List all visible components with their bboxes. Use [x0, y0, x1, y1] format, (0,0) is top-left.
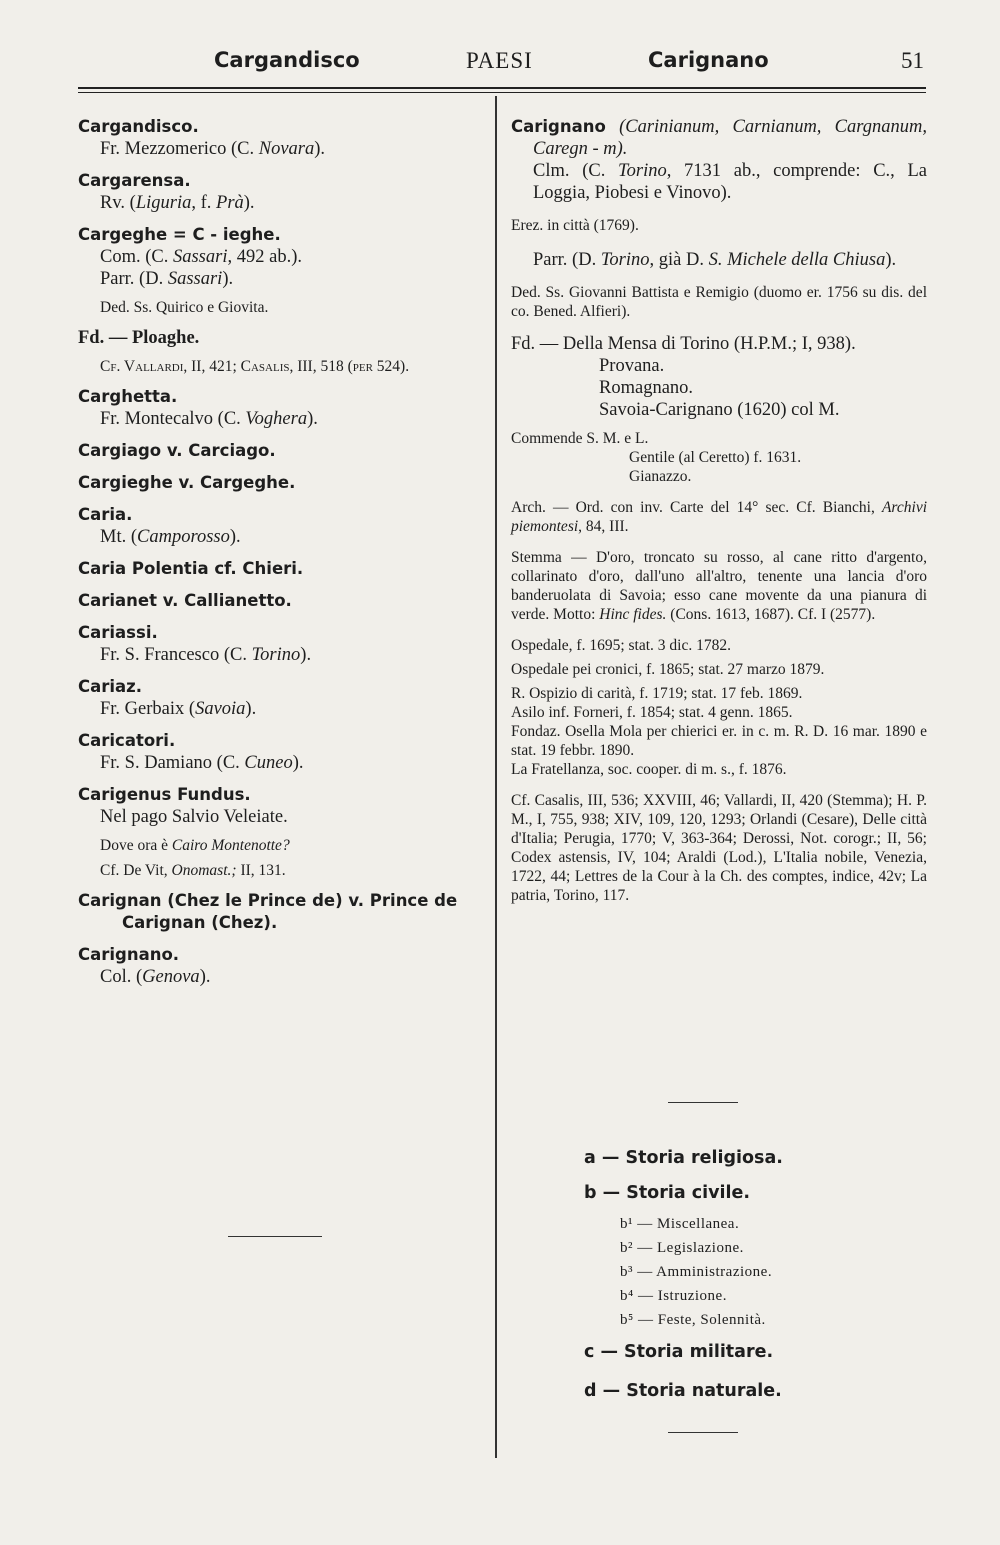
entry-caria — [78, 504, 486, 548]
entry-carignano-genova — [78, 944, 486, 988]
running-head-center: PAESI — [466, 48, 533, 73]
entry-title: Caria. — [78, 505, 133, 524]
institution-line: Fondaz. Osella Mola per chierici er. in c. m. R. D. 16 mar. 1890 e stat. 19 febbr. 1890. — [511, 723, 927, 759]
header-rule-thin — [78, 92, 926, 93]
separator-rule — [668, 1432, 738, 1433]
main-entry-commende-line: Gianazzo. — [629, 468, 692, 485]
subsection-b5: b⁵ — Feste, Solennità. — [620, 1312, 766, 1328]
subsection-b1: b¹ — Miscellanea. — [620, 1216, 740, 1232]
main-entry-commende: Commende S. M. e L. — [511, 430, 649, 447]
entry-title: Caria Polentia cf. Chieri. — [78, 559, 304, 578]
main-entry-title: Carignano (Carinianum, Carnianum, Cargnanum, Caregn - m). — [511, 117, 928, 159]
entry-cariassi — [78, 622, 486, 666]
entry-carignan — [78, 890, 486, 934]
column-divider — [495, 96, 497, 1458]
institution-line: La Fratellanza, soc. cooper. di m. s., f. 1876. — [511, 761, 787, 778]
entry-title: Cariaz. — [78, 677, 143, 696]
entry-line: Parr. (D. Sassari). — [100, 269, 234, 289]
section-b: b — Storia civile. — [584, 1183, 751, 1203]
entry-carghetta — [78, 386, 486, 430]
institution-line: R. Ospizio di carità, f. 1719; stat. 17 feb. 1869. — [511, 685, 803, 702]
entry-reference: Cf. Vallardi, II, 421; Casalis, III, 518 (per 524). — [100, 358, 410, 375]
section-d: d — Storia naturale. — [584, 1381, 782, 1401]
entry-title: Cargeghe = C - ieghe. — [78, 225, 281, 244]
left-column — [78, 116, 486, 998]
entry-title: Carghetta. — [78, 387, 178, 406]
entry-dedication: Ded. Ss. Quirico e Giovita. — [100, 299, 269, 316]
main-entry-parr: Parr. (D. Torino, già D. S. Michele della Chiusa). — [533, 250, 897, 270]
entry-line: Mt. (Camporosso). — [100, 527, 241, 547]
subsection-b3: b³ — Amministrazione. — [620, 1264, 773, 1280]
section-c: c — Storia militare. — [584, 1342, 774, 1362]
main-entry-bibliography: Cf. Casalis, III, 536; XXVIII, 46; Vallardi, II, 420 (Stemma); H. P. M., I, 755, 938; XIV, 109, 120, 1293; Orlandi (Cesare), Delle città d'Italia; Perugia, 1770; V, 363-364; Derossi, Not. corogr.; II, 56; Codex astensis, IV, 104; Araldi (Lod.), L'Italia nobile, Venezia, 1722, 44; Lettres de la Cour à la Ch. des comptes, indice, 42v; La patria, Torino, 117. — [511, 792, 927, 904]
main-entry-feud-line: Provana. — [599, 356, 665, 376]
institution-line: Ospedale, f. 1695; stat. 3 dic. 1782. — [511, 637, 731, 654]
entry-line: Rv. (Liguria, f. Prà). — [100, 193, 255, 213]
entry-line: Nel pago Salvio Veleiate. — [100, 807, 288, 827]
entry-cargiago — [78, 440, 486, 462]
entry-line: Com. (C. Sassari, 492 ab.). — [100, 247, 302, 267]
section-a: a — Storia religiosa. — [584, 1148, 783, 1168]
main-entry-feud-line: Romagnano. — [599, 378, 694, 398]
entry-caria-polentia — [78, 558, 486, 580]
right-column — [511, 116, 927, 905]
page-number: 51 — [901, 48, 924, 73]
entry-title: Cargandisco. — [78, 117, 199, 136]
running-head-left: Cargandisco — [214, 48, 360, 72]
entry-title: Caricatori. — [78, 731, 176, 750]
entry-caricatori — [78, 730, 486, 774]
entry-title: Carignan (Chez le Prince de) v. Prince de Carignan (Chez). — [78, 891, 458, 932]
entry-line: Fr. Montecalvo (C. Voghera). — [100, 409, 318, 429]
entry-title: Carianet v. Callianetto. — [78, 591, 292, 610]
entry-cariaz — [78, 676, 486, 720]
entry-line: Fr. Gerbaix (Savoia). — [100, 699, 257, 719]
entry-cargeghe — [78, 224, 486, 376]
entry-line: Col. (Genova). — [100, 967, 211, 987]
main-entry-archive: Arch. — Ord. con inv. Carte del 14° sec. Cf. Bianchi, Archivi piemontesi, 84, III. — [511, 499, 927, 535]
entry-feud: Fd. — Ploaghe. — [78, 328, 200, 348]
institution-line: Ospedale pei cronici, f. 1865; stat. 27 marzo 1879. — [511, 661, 825, 678]
entry-carigenus — [78, 784, 486, 880]
main-entry-feud: Fd. — Della Mensa di Torino (H.P.M.; I, 938). — [511, 334, 856, 354]
institution-line: Asilo inf. Forneri, f. 1854; stat. 4 genn. 1865. — [511, 704, 793, 721]
main-entry-feud-line: Savoia-Carignano (1620) col M. — [599, 400, 840, 420]
entry-title: Cargarensa. — [78, 171, 191, 190]
entry-cargieghe — [78, 472, 486, 494]
entry-title: Cargieghe v. Cargeghe. — [78, 473, 296, 492]
main-entry-stemma: Stemma — D'oro, troncato su rosso, al cane ritto d'argento, collarinato d'oro, dall'uno all'altro, tenente una lancia d'oro banderuolata di Savoia; esso cane movente da una pianura di verde. Motto: Hinc fides. (Cons. 1613, 1687). Cf. I (2577). — [511, 549, 927, 623]
entry-reference: Cf. De Vit, Onomast.; II, 131. — [100, 862, 286, 879]
main-entry-erez: Erez. in città (1769). — [511, 217, 639, 234]
main-entry-dedication: Ded. Ss. Giovanni Battista e Remigio (duomo er. 1756 su dis. del co. Bened. Alfieri). — [511, 284, 927, 320]
entry-line: Fr. S. Francesco (C. Torino). — [100, 645, 312, 665]
entry-cargandisco — [78, 116, 486, 160]
subsection-b4: b⁴ — Istruzione. — [620, 1288, 727, 1304]
entry-title: Carigenus Fundus. — [78, 785, 251, 804]
main-entry-clm: Clm. (C. Torino, 7131 ab., comprende: C., La Loggia, Piobesi e Vinovo). — [533, 161, 927, 203]
header-rule — [78, 87, 926, 89]
entry-title: Carignano. — [78, 945, 180, 964]
entry-line: Fr. S. Damiano (C. Cuneo). — [100, 753, 304, 773]
entry-cargarensa — [78, 170, 486, 214]
subsection-b2: b² — Legislazione. — [620, 1240, 744, 1256]
entry-line: Fr. Mezzomerico (C. Novara). — [100, 139, 326, 159]
main-entry-commende-line: Gentile (al Ceretto) f. 1631. — [629, 449, 802, 466]
entry-title: Cariassi. — [78, 623, 158, 642]
entry-carianet — [78, 590, 486, 612]
separator-rule — [668, 1102, 738, 1103]
entry-title: Cargiago v. Carciago. — [78, 441, 276, 460]
separator-rule — [228, 1236, 322, 1237]
entry-note: Dove ora è Cairo Montenotte? — [100, 837, 290, 854]
page-header — [78, 46, 926, 80]
running-head-right: Carignano — [648, 48, 769, 72]
